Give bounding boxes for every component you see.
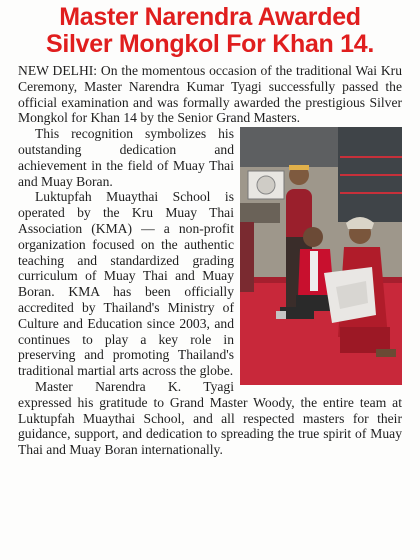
article-body [18, 63, 402, 458]
article-paragraph-1 [18, 63, 402, 126]
headline-line-1: Master Narendra Awarded [59, 3, 361, 31]
article-paragraph-2: This recognition symbolizes his outstanding dedication and achievement in the field of Muay Thai and Muay Boran. [18, 126, 234, 189]
headline-line-2: Silver Mongkol For Khan 14. [45, 30, 375, 58]
article-paragraph-3: Luktupfah Muaythai School is operated by the Kru Muay Thai Association (KMA) — a non-profit organization focused on the authentic teaching and standardized grading curriculum of Muay Thai and Muay Boran. KMA has been officially accredited by Thailand's Ministry of Culture and Education since 2003, and continues to play a key role in preserving and promoting Thailand's traditional martial arts across the globe. [18, 189, 234, 379]
dateline: NEW DELHI: [18, 63, 98, 78]
ceremony-photo [240, 127, 402, 385]
article-paragraph-4: Master Narendra K. Tyagi expressed his gratitude to Grand Master Woody, the entire team at Luktupfah Muaythai School, and all respected masters for their guidance, support, and dedication to spreading the true spirit of Muay Thai and Muay Boran internationally. [18, 378, 402, 458]
headline [18, 4, 402, 58]
paragraph-1-text: On the momentous occasion of the traditional Wai Kru Ceremony, Master Narendra Kumar Tyagi successfully passed the official examination and was formally awarded the prestigious Silver Mongkol for Khan 14 by the Senior Grand Masters. [18, 63, 403, 126]
